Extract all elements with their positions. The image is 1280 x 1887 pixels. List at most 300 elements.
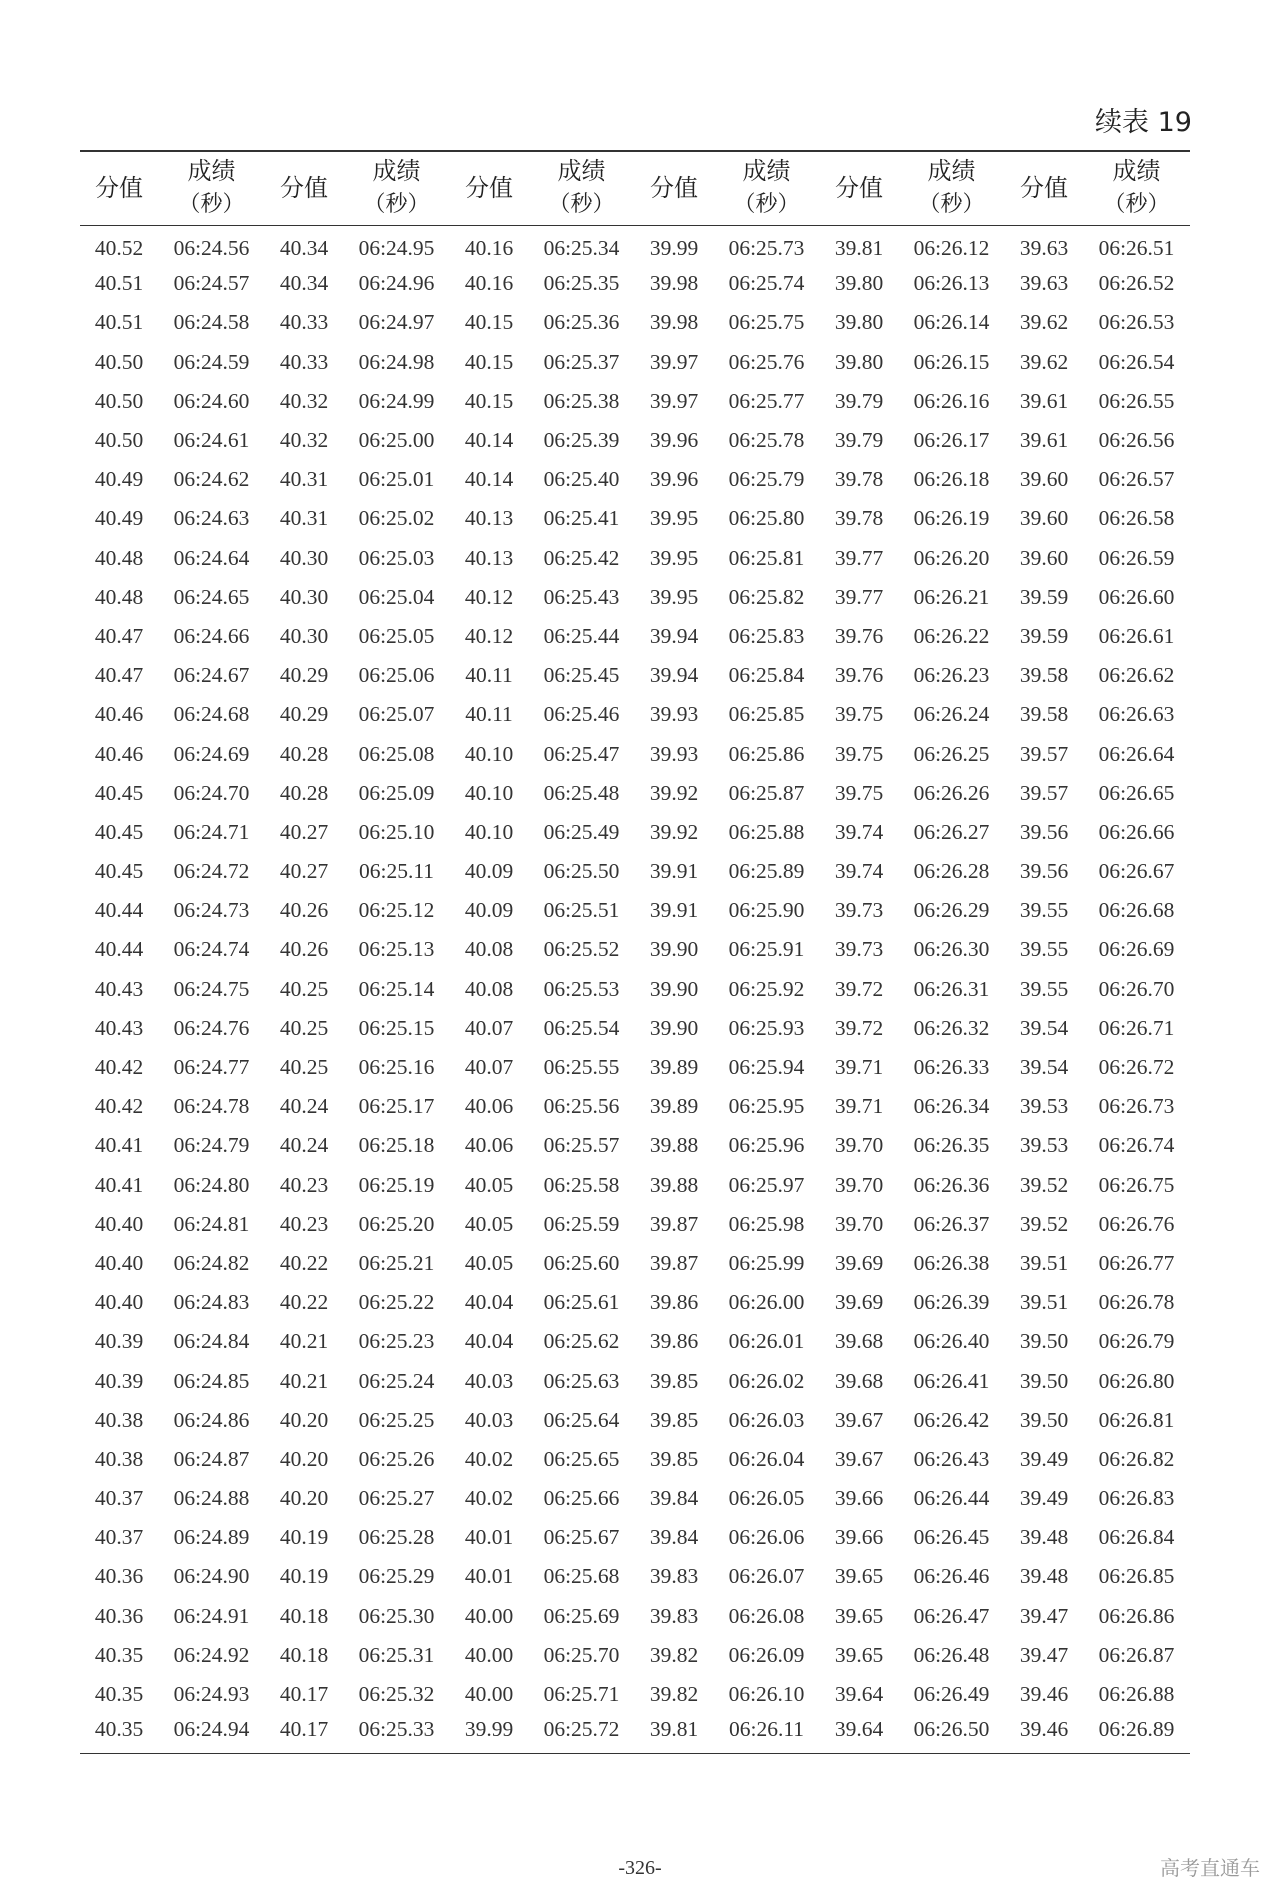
score-cell: 40.06	[464, 1133, 514, 1158]
score-cell: 40.50	[94, 349, 144, 374]
time-cell: 06:26.86	[1098, 1603, 1175, 1628]
score-cell: 39.93	[649, 702, 699, 727]
time-cell: 06:26.54	[1098, 349, 1175, 374]
time-cell: 06:26.40	[913, 1329, 990, 1354]
score-cell: 39.92	[649, 780, 699, 805]
table-row	[80, 656, 1190, 695]
time-cell: 06:25.26	[358, 1446, 435, 1471]
time-cell: 06:25.31	[358, 1642, 435, 1667]
time-cell: 06:25.50	[543, 859, 620, 884]
time-cell: 06:24.89	[173, 1525, 250, 1550]
time-cell: 06:25.25	[358, 1407, 435, 1432]
time-cell: 06:26.13	[913, 271, 990, 296]
score-cell: 39.87	[649, 1211, 699, 1236]
table-row	[80, 499, 1190, 538]
time-cell: 06:26.10	[728, 1682, 805, 1707]
time-cell: 06:25.16	[358, 1055, 435, 1080]
score-cell: 39.46	[1019, 1682, 1069, 1707]
time-cell: 06:26.32	[913, 1015, 990, 1040]
time-cell: 06:25.30	[358, 1603, 435, 1628]
score-cell: 39.50	[1019, 1407, 1069, 1432]
score-cell: 39.64	[834, 1682, 884, 1707]
score-cell: 39.83	[649, 1564, 699, 1589]
time-cell: 06:26.63	[1098, 702, 1175, 727]
time-cell: 06:26.22	[913, 623, 990, 648]
score-cell: 40.34	[279, 236, 329, 261]
time-cell: 06:26.24	[913, 702, 990, 727]
score-cell: 39.77	[834, 545, 884, 570]
time-cell: 06:26.21	[913, 584, 990, 609]
score-column-header: 分值	[450, 151, 528, 225]
score-table	[80, 150, 1190, 1754]
score-cell: 39.95	[649, 545, 699, 570]
table-row	[80, 1087, 1190, 1126]
table-caption: 续表 19	[1095, 107, 1192, 138]
time-cell: 06:26.53	[1098, 310, 1175, 335]
score-cell: 39.52	[1019, 1211, 1069, 1236]
watermark: 高考直通车	[1160, 1856, 1260, 1880]
table-row	[80, 1401, 1190, 1440]
time-cell: 06:25.43	[543, 584, 620, 609]
time-cell: 06:26.45	[913, 1525, 990, 1550]
time-cell: 06:25.49	[543, 819, 620, 844]
time-column-header	[1083, 151, 1190, 225]
score-cell: 39.82	[649, 1682, 699, 1707]
score-cell: 40.06	[464, 1094, 514, 1119]
score-cell: 39.94	[649, 663, 699, 688]
score-cell: 39.46	[1005, 1714, 1083, 1753]
score-cell: 39.47	[1019, 1603, 1069, 1628]
time-cell: 06:26.66	[1098, 819, 1175, 844]
score-cell: 40.25	[279, 1055, 329, 1080]
score-cell: 40.33	[279, 310, 329, 335]
time-cell: 06:26.01	[728, 1329, 805, 1354]
score-cell: 40.41	[94, 1133, 144, 1158]
score-cell: 40.05	[464, 1250, 514, 1275]
time-cell: 06:24.57	[173, 271, 250, 296]
time-cell: 06:26.23	[913, 663, 990, 688]
score-cell: 40.24	[279, 1094, 329, 1119]
time-cell: 06:24.91	[173, 1603, 250, 1628]
score-cell: 39.81	[834, 236, 884, 261]
time-cell: 06:26.00	[728, 1290, 805, 1315]
score-cell: 40.44	[94, 937, 144, 962]
time-cell: 06:25.84	[728, 663, 805, 688]
score-cell: 39.84	[649, 1525, 699, 1550]
score-cell: 40.07	[464, 1015, 514, 1040]
time-cell: 06:26.48	[913, 1642, 990, 1667]
time-cell: 06:26.19	[913, 506, 990, 531]
score-cell: 40.02	[464, 1446, 514, 1471]
time-cell: 06:25.00	[358, 428, 435, 453]
time-cell: 06:25.97	[728, 1172, 805, 1197]
score-cell: 39.54	[1019, 1015, 1069, 1040]
score-cell: 39.98	[649, 310, 699, 335]
time-cell: 06:25.83	[728, 623, 805, 648]
time-cell: 06:26.81	[1098, 1407, 1175, 1432]
score-cell: 40.25	[279, 1015, 329, 1040]
score-cell: 39.48	[1019, 1564, 1069, 1589]
time-cell: 06:24.85	[173, 1368, 250, 1393]
time-cell: 06:25.86	[728, 741, 805, 766]
time-cell: 06:25.85	[728, 702, 805, 727]
time-cell: 06:26.71	[1098, 1015, 1175, 1040]
time-cell: 06:25.34	[543, 236, 620, 261]
time-cell: 06:24.58	[173, 310, 250, 335]
time-cell: 06:26.79	[1098, 1329, 1175, 1354]
time-cell: 06:24.84	[173, 1329, 250, 1354]
score-cell: 39.48	[1019, 1525, 1069, 1550]
time-cell: 06:26.41	[913, 1368, 990, 1393]
time-cell: 06:25.69	[543, 1603, 620, 1628]
time-cell: 06:24.96	[358, 271, 435, 296]
score-cell: 39.87	[649, 1250, 699, 1275]
time-cell: 06:26.60	[1098, 584, 1175, 609]
score-cell: 40.39	[94, 1368, 144, 1393]
time-cell: 06:25.93	[728, 1015, 805, 1040]
score-cell: 40.40	[94, 1250, 144, 1275]
time-cell: 06:25.53	[543, 976, 620, 1001]
time-column-unit: （秒）	[733, 192, 800, 218]
time-cell: 06:25.27	[358, 1486, 435, 1511]
table-row	[80, 1283, 1190, 1322]
table-row	[80, 852, 1190, 891]
score-cell: 40.46	[94, 702, 144, 727]
score-cell: 40.31	[279, 467, 329, 492]
time-cell: 06:25.10	[358, 819, 435, 844]
score-cell: 40.49	[94, 467, 144, 492]
score-cell: 40.20	[279, 1446, 329, 1471]
time-cell: 06:25.20	[358, 1211, 435, 1236]
score-cell: 40.10	[464, 741, 514, 766]
time-cell: 06:25.40	[543, 467, 620, 492]
score-cell: 40.45	[94, 819, 144, 844]
time-cell: 06:26.34	[913, 1094, 990, 1119]
time-cell: 06:25.29	[358, 1564, 435, 1589]
score-cell: 40.32	[279, 388, 329, 413]
score-cell: 39.56	[1019, 819, 1069, 844]
score-cell: 39.69	[834, 1290, 884, 1315]
score-cell: 39.91	[649, 859, 699, 884]
score-cell: 40.25	[279, 976, 329, 1001]
score-cell: 39.47	[1019, 1642, 1069, 1667]
time-cell: 06:26.14	[913, 310, 990, 335]
score-cell: 39.70	[834, 1211, 884, 1236]
score-cell: 39.70	[834, 1172, 884, 1197]
time-column-title: 成绩	[1112, 157, 1161, 186]
score-cell: 39.53	[1019, 1094, 1069, 1119]
score-cell: 39.95	[649, 506, 699, 531]
score-cell: 39.50	[1019, 1329, 1069, 1354]
score-cell: 39.88	[649, 1133, 699, 1158]
table-row	[80, 1205, 1190, 1244]
table-row	[80, 421, 1190, 460]
time-cell: 06:26.16	[913, 388, 990, 413]
time-cell: 06:25.46	[543, 702, 620, 727]
score-cell: 40.36	[94, 1603, 144, 1628]
time-cell: 06:24.61	[173, 428, 250, 453]
score-cell: 39.90	[649, 1015, 699, 1040]
time-cell: 06:26.20	[913, 545, 990, 570]
time-cell: 06:24.97	[358, 310, 435, 335]
time-cell: 06:25.39	[543, 428, 620, 453]
score-cell: 39.90	[649, 976, 699, 1001]
score-cell: 40.30	[279, 584, 329, 609]
score-cell: 39.98	[649, 271, 699, 296]
time-cell: 06:24.62	[173, 467, 250, 492]
table-row	[80, 734, 1190, 773]
score-column-header: 分值	[80, 151, 158, 225]
score-cell: 40.07	[464, 1055, 514, 1080]
time-cell: 06:25.62	[543, 1329, 620, 1354]
table-row	[80, 539, 1190, 578]
score-cell: 39.60	[1019, 467, 1069, 492]
time-column-header	[158, 151, 265, 225]
time-cell: 06:25.63	[543, 1368, 620, 1393]
table-row	[80, 1557, 1190, 1596]
time-cell: 06:25.79	[728, 467, 805, 492]
score-cell: 39.85	[649, 1446, 699, 1471]
table-row	[80, 617, 1190, 656]
score-cell: 40.28	[279, 780, 329, 805]
time-cell: 06:26.64	[1098, 741, 1175, 766]
time-cell: 06:24.63	[173, 506, 250, 531]
time-cell: 06:25.60	[543, 1250, 620, 1275]
score-cell: 39.99	[649, 236, 699, 261]
table-row	[80, 264, 1190, 303]
score-cell: 40.09	[464, 859, 514, 884]
score-cell: 39.66	[834, 1486, 884, 1511]
page-number: -326-	[618, 1857, 662, 1879]
time-cell: 06:24.71	[173, 819, 250, 844]
time-cell: 06:25.08	[358, 741, 435, 766]
time-cell: 06:26.30	[913, 937, 990, 962]
time-cell: 06:24.66	[173, 623, 250, 648]
time-cell: 06:24.86	[173, 1407, 250, 1432]
time-cell: 06:25.94	[728, 1055, 805, 1080]
time-column-unit: （秒）	[178, 192, 245, 218]
time-cell: 06:25.99	[728, 1250, 805, 1275]
time-cell: 06:25.78	[728, 428, 805, 453]
score-cell: 40.17	[265, 1714, 343, 1753]
score-cell: 40.11	[465, 663, 513, 688]
score-cell: 40.29	[279, 702, 329, 727]
score-cell: 40.42	[94, 1094, 144, 1119]
time-cell: 06:24.70	[173, 780, 250, 805]
time-column-header	[343, 151, 450, 225]
score-cell: 39.96	[649, 467, 699, 492]
time-cell: 06:25.23	[358, 1329, 435, 1354]
time-cell: 06:26.37	[913, 1211, 990, 1236]
time-cell: 06:25.92	[728, 976, 805, 1001]
time-cell: 06:25.36	[543, 310, 620, 335]
score-cell: 39.83	[649, 1603, 699, 1628]
score-cell: 39.78	[834, 467, 884, 492]
score-cell: 39.52	[1019, 1172, 1069, 1197]
time-cell: 06:26.58	[1098, 506, 1175, 531]
score-cell: 40.08	[464, 937, 514, 962]
score-cell: 40.43	[94, 1015, 144, 1040]
time-cell: 06:25.82	[728, 584, 805, 609]
time-cell: 06:25.09	[358, 780, 435, 805]
score-cell: 40.03	[464, 1368, 514, 1393]
time-cell: 06:25.28	[358, 1525, 435, 1550]
score-cell: 40.32	[279, 428, 329, 453]
score-cell: 40.27	[279, 819, 329, 844]
time-cell: 06:24.90	[173, 1564, 250, 1589]
score-cell: 39.76	[834, 623, 884, 648]
time-cell: 06:24.73	[173, 898, 250, 923]
time-cell: 06:25.01	[358, 467, 435, 492]
score-cell: 39.69	[834, 1250, 884, 1275]
time-cell: 06:26.82	[1098, 1446, 1175, 1471]
score-cell: 39.58	[1019, 702, 1069, 727]
time-cell: 06:26.25	[913, 741, 990, 766]
score-cell: 40.09	[464, 898, 514, 923]
table-row	[80, 1636, 1190, 1675]
time-cell: 06:26.50	[898, 1714, 1005, 1753]
score-cell: 40.41	[94, 1172, 144, 1197]
time-cell: 06:25.59	[543, 1211, 620, 1236]
score-cell: 39.95	[649, 584, 699, 609]
score-cell: 39.49	[1019, 1446, 1069, 1471]
score-cell: 39.60	[1019, 545, 1069, 570]
time-cell: 06:25.64	[543, 1407, 620, 1432]
time-cell: 06:26.59	[1098, 545, 1175, 570]
time-cell: 06:25.33	[343, 1714, 450, 1753]
score-cell: 39.94	[649, 623, 699, 648]
score-cell: 39.72	[834, 976, 884, 1001]
time-cell: 06:26.87	[1098, 1642, 1175, 1667]
score-cell: 39.92	[649, 819, 699, 844]
score-cell: 40.29	[279, 663, 329, 688]
score-cell: 40.35	[94, 1642, 144, 1667]
time-cell: 06:25.48	[543, 780, 620, 805]
score-cell: 40.50	[94, 388, 144, 413]
time-cell: 06:24.95	[358, 236, 435, 261]
time-cell: 06:26.46	[913, 1564, 990, 1589]
time-cell: 06:24.99	[358, 388, 435, 413]
score-cell: 39.72	[834, 1015, 884, 1040]
score-cell: 39.68	[834, 1329, 884, 1354]
time-cell: 06:24.68	[173, 702, 250, 727]
time-cell: 06:24.59	[173, 349, 250, 374]
time-cell: 06:25.54	[543, 1015, 620, 1040]
score-cell: 40.04	[464, 1329, 514, 1354]
score-cell: 39.65	[834, 1642, 884, 1667]
time-cell: 06:26.67	[1098, 859, 1175, 884]
time-cell: 06:25.19	[358, 1172, 435, 1197]
score-cell: 40.28	[279, 741, 329, 766]
table-row	[80, 813, 1190, 852]
score-cell: 40.18	[279, 1642, 329, 1667]
score-cell: 40.23	[279, 1211, 329, 1236]
score-cell: 39.66	[834, 1525, 884, 1550]
time-cell: 06:26.33	[913, 1055, 990, 1080]
score-cell: 40.31	[279, 506, 329, 531]
time-cell: 06:25.38	[543, 388, 620, 413]
score-cell: 39.75	[834, 741, 884, 766]
score-cell: 40.43	[94, 976, 144, 1001]
score-cell: 39.53	[1019, 1133, 1069, 1158]
score-cell: 40.51	[94, 271, 144, 296]
time-cell: 06:24.80	[173, 1172, 250, 1197]
time-cell: 06:25.89	[728, 859, 805, 884]
time-cell: 06:26.26	[913, 780, 990, 805]
score-cell: 40.35	[80, 1714, 158, 1753]
time-cell: 06:24.74	[173, 937, 250, 962]
score-cell: 39.93	[649, 741, 699, 766]
table-row	[80, 1166, 1190, 1205]
time-cell: 06:26.72	[1098, 1055, 1175, 1080]
score-cell: 39.65	[834, 1564, 884, 1589]
time-cell: 06:26.31	[913, 976, 990, 1001]
score-cell: 40.23	[279, 1172, 329, 1197]
score-cell: 39.77	[834, 584, 884, 609]
score-cell: 40.44	[94, 898, 144, 923]
score-cell: 40.22	[279, 1250, 329, 1275]
table-row	[80, 460, 1190, 499]
table-row	[80, 1126, 1190, 1165]
score-cell: 40.00	[464, 1603, 514, 1628]
score-cell: 40.02	[464, 1486, 514, 1511]
score-column-header: 分值	[635, 151, 713, 225]
time-cell: 06:26.15	[913, 349, 990, 374]
time-cell: 06:25.42	[543, 545, 620, 570]
time-cell: 06:24.60	[173, 388, 250, 413]
score-cell: 40.10	[464, 819, 514, 844]
time-cell: 06:24.79	[173, 1133, 250, 1158]
time-cell: 06:26.36	[913, 1172, 990, 1197]
score-cell: 40.12	[464, 584, 514, 609]
time-cell: 06:25.87	[728, 780, 805, 805]
score-cell: 40.14	[464, 428, 514, 453]
score-cell: 40.13	[464, 506, 514, 531]
time-cell: 06:25.32	[358, 1682, 435, 1707]
table-row	[80, 303, 1190, 342]
time-cell: 06:25.51	[543, 898, 620, 923]
score-cell: 39.75	[834, 780, 884, 805]
table-row	[80, 343, 1190, 382]
time-cell: 06:26.49	[913, 1682, 990, 1707]
table-row	[80, 930, 1190, 969]
time-cell: 06:25.07	[358, 702, 435, 727]
time-cell: 06:26.35	[913, 1133, 990, 1158]
time-cell: 06:26.27	[913, 819, 990, 844]
score-cell: 40.38	[94, 1446, 144, 1471]
score-cell: 39.63	[1019, 236, 1069, 261]
score-cell: 39.68	[834, 1368, 884, 1393]
table-row	[80, 1675, 1190, 1714]
time-cell: 06:25.56	[543, 1094, 620, 1119]
table-row	[80, 1322, 1190, 1361]
score-cell: 39.57	[1019, 741, 1069, 766]
time-cell: 06:26.51	[1098, 236, 1175, 261]
score-cell: 40.37	[94, 1525, 144, 1550]
score-cell: 39.71	[834, 1094, 884, 1119]
table-header	[80, 151, 1190, 225]
table-row	[80, 382, 1190, 421]
time-cell: 06:24.94	[158, 1714, 265, 1753]
time-cell: 06:26.88	[1098, 1682, 1175, 1707]
score-cell: 39.78	[834, 506, 884, 531]
time-cell: 06:26.68	[1098, 898, 1175, 923]
score-cell: 40.26	[279, 937, 329, 962]
score-cell: 40.15	[464, 349, 514, 374]
time-cell: 06:25.14	[358, 976, 435, 1001]
score-cell: 39.63	[1019, 271, 1069, 296]
score-cell: 40.27	[279, 859, 329, 884]
